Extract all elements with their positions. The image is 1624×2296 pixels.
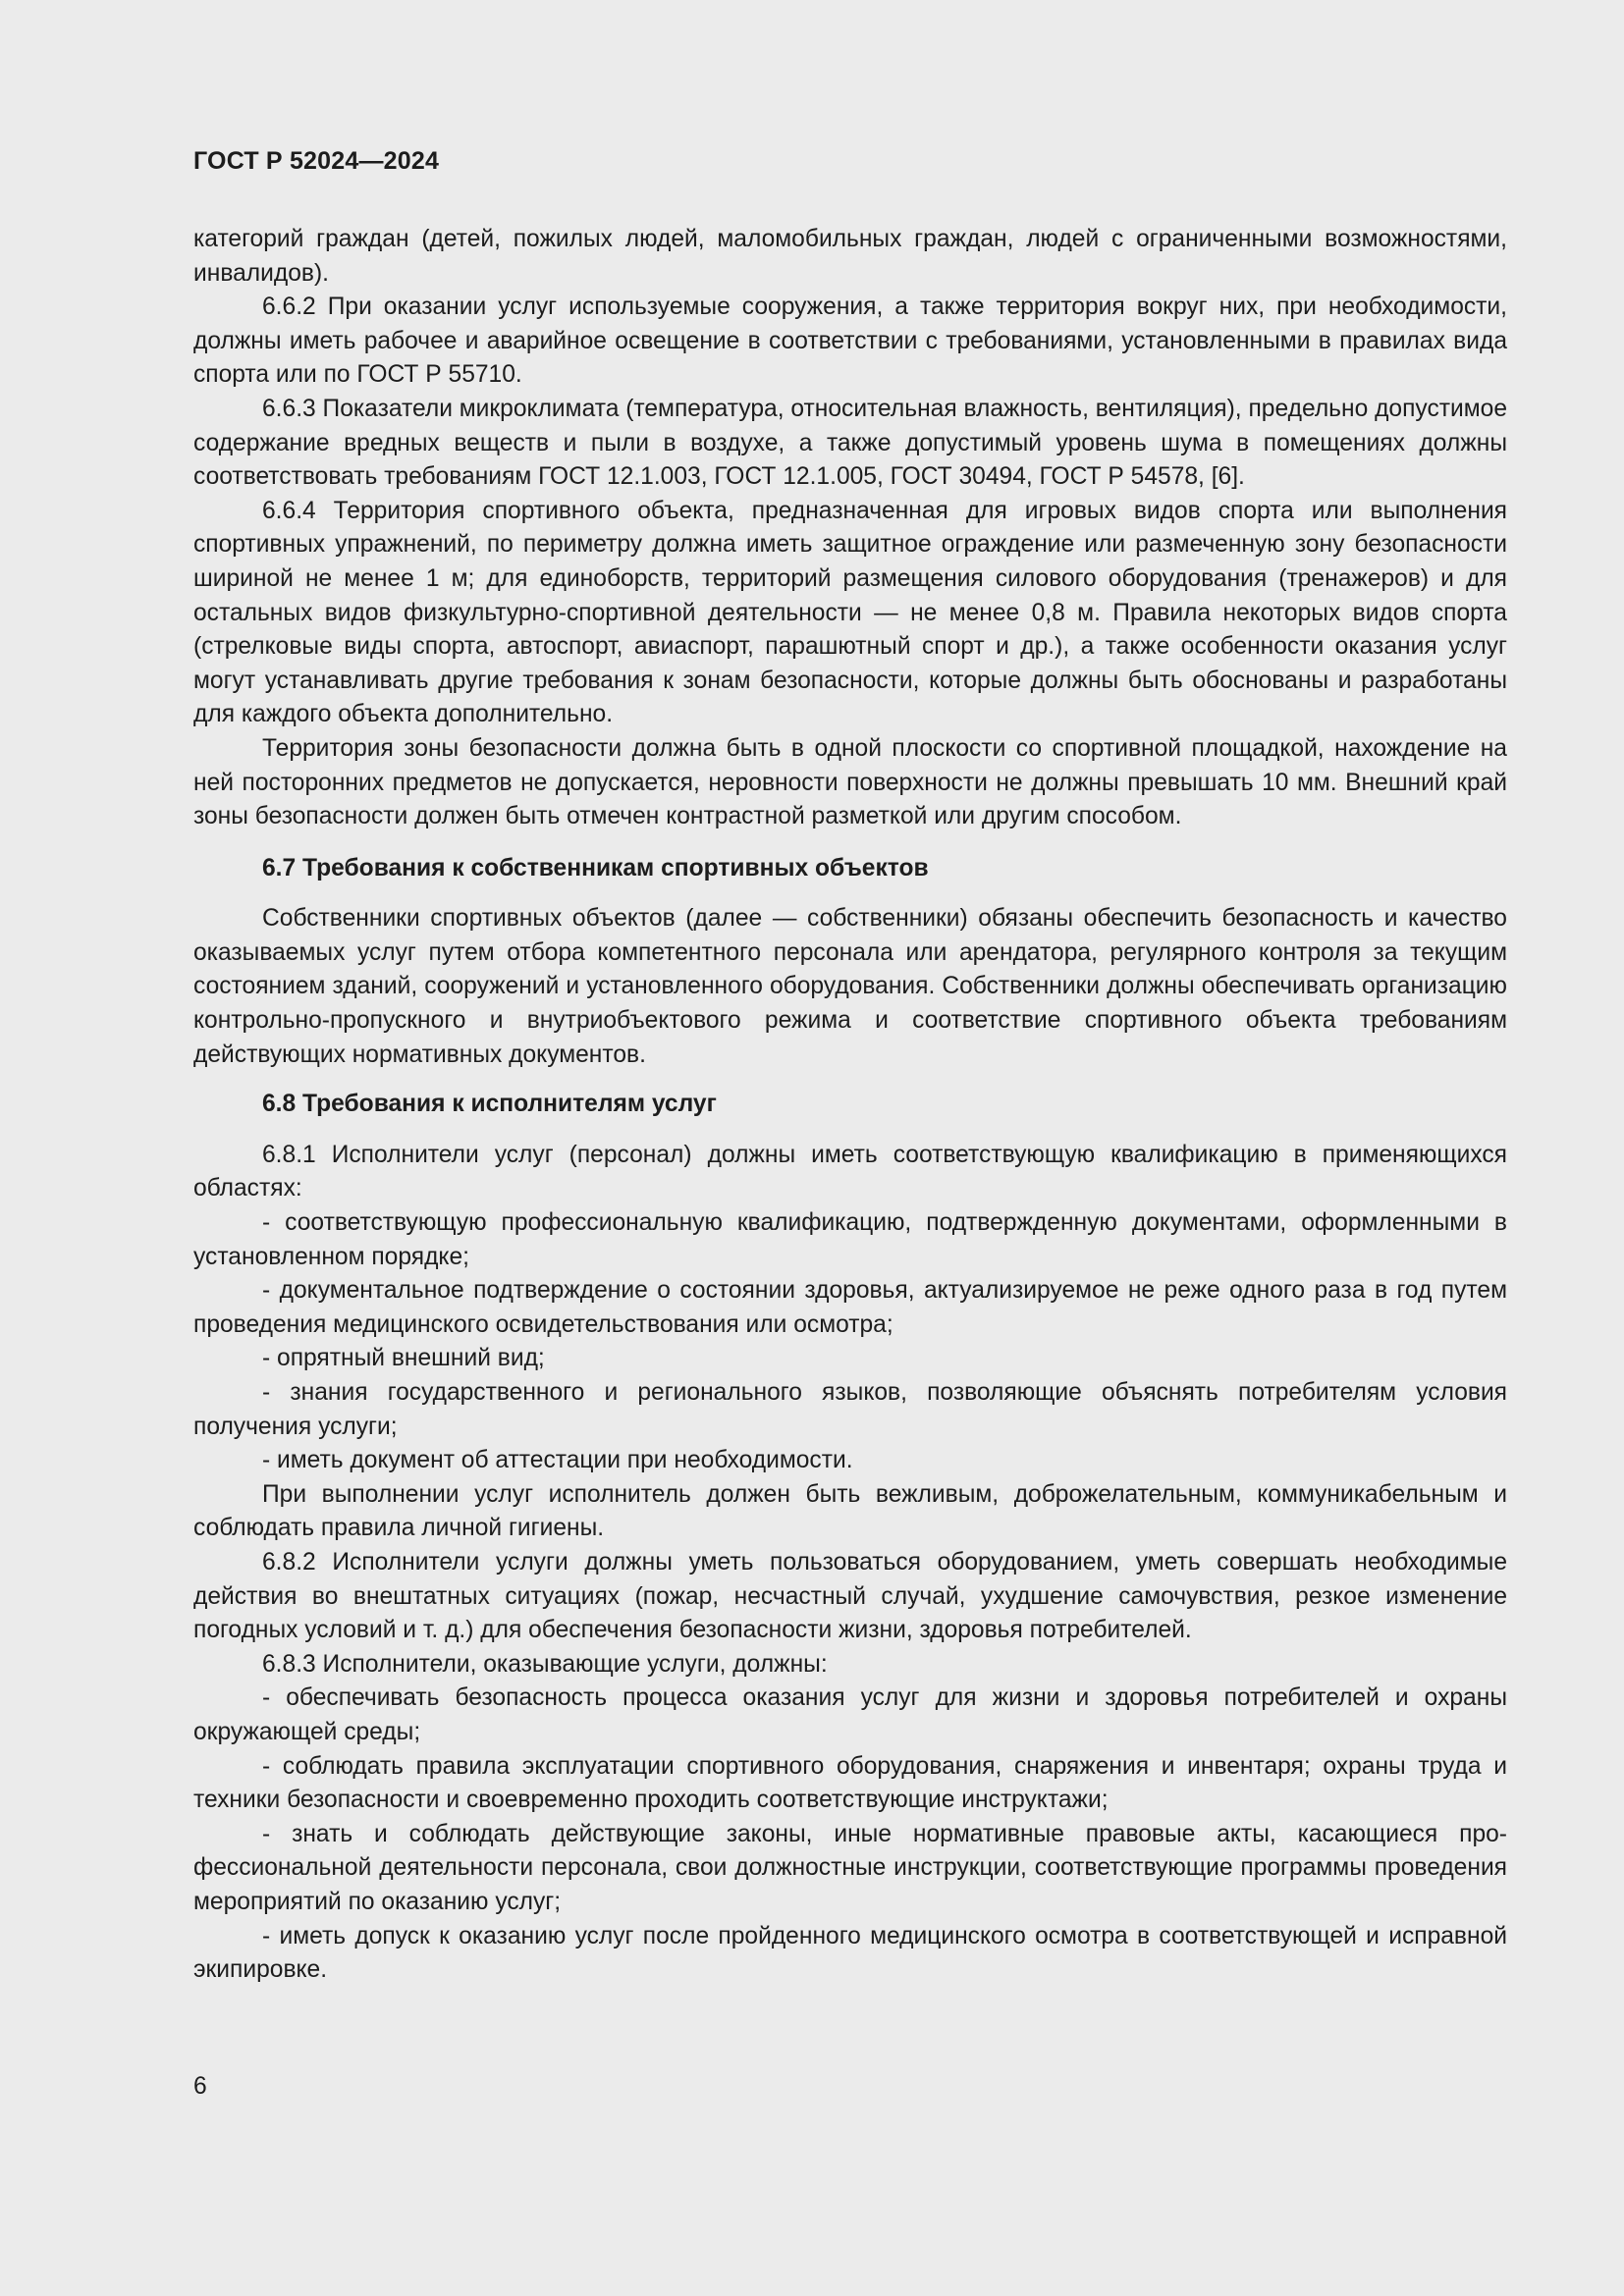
paragraph-6-6-2: 6.6.2 При оказании услуг используемые сооружения, а также территория вокруг них, при необходимости, должны иметь рабочее и аварийное освещение в соответствии с требованиями, установленными в правилах вида спорта или по ГОСТ Р 55710. [193, 294, 1507, 389]
paragraph-6-6-3: 6.6.3 Показатели микроклимата (температура, относительная влажность, вентиляция), предельно допустимое содержание вредных веществ и пыли в воздухе, а также допустимый уровень шума в помещениях должны соответствовать требованиям ГОСТ 12.1.003, ГОСТ 12.1.005, ГОСТ 30494, ГОСТ Р 54578, [6]. [193, 395, 1508, 491]
list-item: - знать и соблюдать действующие законы, иные нормативные правовые акты, касающиеся профессиональной деятельности персонала, свои должностные инструкции, соответствующие программы проведения мероприятий по оказанию услуг; [193, 1820, 1507, 1915]
document-page [193, 0, 1507, 2296]
list-item: - иметь документ об аттестации при необходимости. [262, 1447, 853, 1474]
section-heading-6-7: 6.7 Требования к собственникам спортивных объектов [262, 854, 929, 881]
paragraph-6-8-1: 6.8.1 Исполнители услуг (персонал) должны иметь соответствующую квалификацию в применяющихся областях: [193, 1141, 1507, 1202]
paragraph-6-8-2: 6.8.2 Исполнители услуги должны уметь пользоваться оборудованием, уметь совершать необходимые действия во внештатных ситуациях (пожар, несчастный случай, ухудшение самочувствия, резкое изменение погодных условий и т. д.) для обеспечения безопасности жизни, здоровья потребителей. [193, 1548, 1507, 1644]
paragraph-continuation: категорий граждан (детей, пожилых людей, маломобильных граждан, людей с ограниченными возможностями, инвалидов). [193, 226, 1507, 287]
list-item: - документальное подтверждение о состоянии здоровья, актуализируемое не реже одного раза в год путем проведения медицинского освидетельствования или осмотра; [193, 1277, 1507, 1338]
list-item: - обеспечивать безопасность процесса оказания услуг для жизни и здоровья потребителей и охраны окружающей среды; [193, 1684, 1507, 1745]
list-item: - соблюдать правила эксплуатации спортивного оборудования, снаряжения и инвентаря; охраны труда и техники безопасности и своевременно проходить соответствующие инструктажи; [193, 1752, 1507, 1814]
document-body [193, 223, 1507, 1988]
paragraph-6-6-4: 6.6.4 Территория спортивного объекта, предназначенная для игровых видов спорта или выполнения спортивных упражнений, по периметру должна иметь защитное ограждение или размеченную зону безопасности шириной не менее 1 м; для единоборств, территорий размещения силового оборудования (тренажеров) и для остальных видов физкультурно-спортивной деятельности — не менее 0,8 м. Правила некоторых видов спорта (стрелковые виды спорта, автоспорт, авиаспорт, парашютный спорт и др.), а также особенности оказания услуг могут устанавливать другие требования к зонам безопасности, которые должны быть обоснованы и разработаны для каждого объекта дополнительно. [193, 497, 1507, 728]
paragraph-6-8-3: 6.8.3 Исполнители, оказывающие услуги, должны: [262, 1650, 828, 1678]
paragraph-conduct: При выполнении услуг исполнитель должен быть вежливым, доброжелательным, коммуникабельным и соблюдать правила личной гигиены. [193, 1480, 1507, 1542]
list-item: - опрятный внешний вид; [262, 1345, 545, 1372]
list-item: - знания государственного и регионального языков, позволяющие объяснять потребителям условия получения услуги; [193, 1379, 1507, 1440]
section-heading-6-8: 6.8 Требования к исполнителям услуг [262, 1091, 717, 1118]
list-item: - соответствующую профессиональную квалификацию, подтвержденную документами, оформленными в установленном порядке; [193, 1209, 1507, 1270]
page-number: 6 [193, 2073, 207, 2100]
list-item: - иметь допуск к оказанию услуг после пройденного медицинского осмотра в соответствующей и исправной экипировке. [193, 1922, 1507, 1984]
document-code: ГОСТ Р 52024—2024 [193, 147, 440, 175]
paragraph-owners: Собственники спортивных объектов (далее — собственники) обязаны обеспечить безопасность и качество оказываемых услуг путем отбора компетентного персонала или арендатора, регулярного контроля за текущим состоянием зданий, сооружений и установленного оборудования. Собственники должны обеспечивать организацию контрольно-пропускного и внутриобъектового режима и соответствие спортивного объекта требованиям действующих нормативных документов. [193, 905, 1507, 1068]
paragraph-safety-zone: Территория зоны безопасности должна быть в одной плоскости со спортивной площадкой, нахождение на ней посторонних предметов не допускается, неровности поверхности не должны превышать 10 мм. Внешний край зоны безопасности должен быть отмечен контрастной разметкой или другим способом. [193, 734, 1507, 830]
